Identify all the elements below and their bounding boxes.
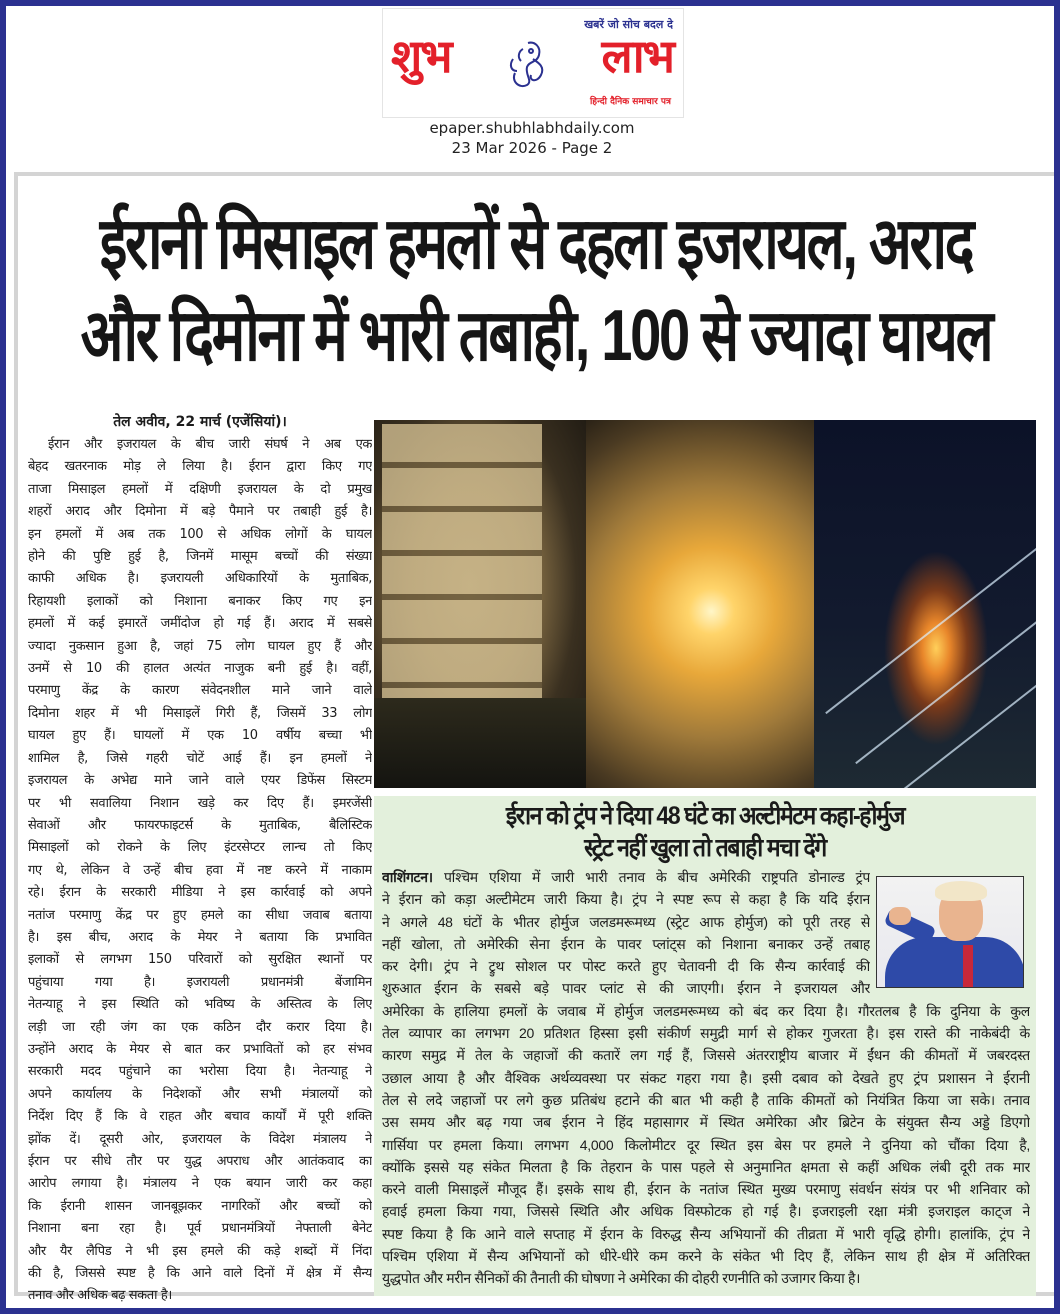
light-flare bbox=[825, 528, 1036, 714]
side-body-line: उछाल आया है और वैश्विक अर्थव्यवस्था पर संकट गहरा गया है। इसी दबाव को देखते हुए ट्रंप प्रशासन ने ईरानी bbox=[382, 1069, 1030, 1086]
body-line: ज्यादा नुकसान हुआ है, जहां 75 लोग घायल हुए हैं और bbox=[28, 638, 372, 654]
body-line: हमलों में कई इमारतें जमींदोज हो गई हैं। अराद में सबसे bbox=[28, 616, 372, 632]
light-flare bbox=[855, 578, 1036, 764]
ground-shape bbox=[374, 698, 586, 788]
body-line: मिसाइलों को रोकने के लिए इंटरसेप्टर लान्च तो किए bbox=[28, 840, 372, 856]
side-body-line: हवाई हमला किया गया, जिससे स्थिति और अधिक विस्फोटक हो गई है। इजराइली रक्षा मंत्री इजराइल काट्ज ने bbox=[382, 1203, 1030, 1220]
side-body-line: ने अगले 48 घंटों के भीतर होर्मुज जलडमरूमध्य (स्ट्रेट आफ होर्मुज) को पूरी तरह से bbox=[382, 913, 870, 930]
body-line: निशाना बना रहा है। पूर्व प्रधानमंत्रियों नेफ्ताली बेनेट bbox=[28, 1221, 372, 1237]
explosion-glow-photo[interactable] bbox=[586, 420, 814, 788]
body-line: घायल हुए हैं। घायलों में एक 10 वर्षीय बच्चा भी bbox=[28, 728, 372, 744]
body-line: दिमोना शहर में भी मिसाइलें गिरी हैं, जिसमें 33 लोग bbox=[28, 705, 372, 721]
fire-night-photo[interactable] bbox=[814, 420, 1036, 788]
body-line: कि ईरानी शासन जानबूझकर नागरिकों और बच्चों को bbox=[28, 1198, 372, 1214]
body-line: ईरान पर सीधे तौर पर युद्ध अपराध और आतंकवाद का bbox=[28, 1154, 372, 1169]
side-body-line: कारण समुद्र में तेल के जहाजों की कतारें लग गई हैं, जिससे अंतरराष्ट्रीय बाजार में ईंधन की कीमतों में जबरदस्त bbox=[382, 1047, 1030, 1064]
body-line: निर्देश दिए हैं कि वे राहत और बचाव कार्यों में पूरी शक्ति bbox=[28, 1109, 372, 1125]
side-body-line: पश्चिम एशिया में सैन्य अभियानों को धीरे-धीरे कम करने के संकेत भी दिए हैं, लेकिन साथ ही क्षेत्र में अतिरिक्त bbox=[382, 1248, 1030, 1265]
body-line: उन्होंने अराद के मेयर से बात कर प्रभावितों को हर संभव bbox=[28, 1041, 372, 1057]
ganesh-icon bbox=[505, 37, 551, 89]
body-line: रहे। ईरान के सरकारी मीडिया ने इस कार्रवाई को अपने bbox=[28, 885, 372, 901]
body-line: अपने कार्यालय के निदेशकों और सभी मंत्रालयों को bbox=[28, 1086, 372, 1102]
headline-line: ईरानी मिसाइल हमलों से दहला इजरायल, अराद bbox=[99, 204, 973, 284]
headline-line: और दिमोना में भारी तबाही, 100 से ज्यादा घायल bbox=[80, 296, 992, 376]
side-body-line: युद्धपोत और मरीन सैनिकों की तैनाती की घोषणा ने अमेरिका की दोहरी रणनीति को उजागर किया है। bbox=[382, 1270, 861, 1287]
side-body-text: पश्चिम एशिया में जारी भारी तनाव के बीच अमेरिकी राष्ट्रपति डोनाल्ड ट्रंप bbox=[432, 869, 870, 885]
side-body-line: स्पष्ट किया है कि आने वाले सप्ताह में ईरान के विरुद्ध सैन्य अभियानों की तीव्रता में भारी वृद्धि होगी। हालांकि, ट्रंप ने bbox=[382, 1225, 1030, 1242]
body-line: नतांज परमाणु केंद्र पर हुए हमले का सीधा जवाब बताया bbox=[28, 907, 372, 923]
side-body-line: उस समय और बढ़ गया जब ईरान ने हिंद महासागर में स्थित अमेरिका और ब्रिटेन के संयुक्त सैन्य अड्डे डिएगो bbox=[382, 1114, 1030, 1131]
body-line: की है, जिससे स्पष्ट है कि आने वाले दिनों में क्षेत्र में सैन्य bbox=[28, 1266, 372, 1282]
main-headline bbox=[80, 198, 992, 382]
photo-tie bbox=[963, 945, 973, 988]
article-panel bbox=[14, 172, 1054, 1304]
body-line: सरकारी मदद पहुंचाने का भरोसा दिया है। नेतन्याहू ने bbox=[28, 1064, 372, 1080]
side-dateline: वाशिंगटन। bbox=[382, 869, 433, 885]
body-line: गए थे, लेकिन वे उन्हें बीच हवा में नष्ट करने में नाकाम bbox=[28, 862, 372, 878]
body-line: होने की पुष्टि हुई है, जिनमें मासूम बच्चों की संख्या bbox=[28, 549, 372, 565]
side-story-box bbox=[374, 796, 1036, 1296]
side-headline-line: ईरान को ट्रंप ने दिया 48 घंटे का अल्टीमेटम कहा-होर्मुज bbox=[505, 802, 905, 830]
side-body-line: तेल से लदे जहाजों पर लगे कुछ प्रतिबंध हटाने की बात भी कही है ताकि कीमतों को नियंत्रित किया जा सके। तनाव bbox=[382, 1091, 1030, 1108]
side-body-line: कर देगी। ट्रंप ने ट्रुथ सोशल पर पोस्ट करते हुए चेतावनी दी कि सैन्य कार्रवाई की bbox=[382, 958, 870, 975]
masthead-logo[interactable] bbox=[382, 8, 684, 118]
body-line: ईरान और इजरायल के बीच जारी संघर्ष ने अब एक bbox=[48, 437, 372, 452]
date-page: 23 Mar 2026 - Page 2 bbox=[451, 139, 613, 157]
logo-word-shubh: शुभ bbox=[391, 29, 451, 83]
body-line: शामिल है, जिसे गहरी चोटें आई हैं। इन हमलों ने bbox=[28, 750, 372, 766]
side-body-line: क्योंकि इससे यह संकेत मिलता है कि तेहरान के पास पहले से अनुमानित क्षमता से कहीं अधिक लंबी दूरी तक मार bbox=[382, 1158, 1030, 1175]
body-line: परमाणु केंद्र के कारण संवेदनशील माने जाने वाले bbox=[28, 683, 372, 699]
main-story-body bbox=[28, 412, 372, 1308]
body-line: झोंक दें। दूसरी ओर, इजरायल के विदेश मंत्रालय ने bbox=[28, 1131, 372, 1147]
light-flare bbox=[885, 618, 1036, 788]
body-line: सेवाओं और फायरफाइटर्स के मुताबिक, बैलिस्टिक bbox=[28, 817, 372, 833]
body-line: इलाकों से लगभग 150 परिवारों को सुरक्षित स्थानों पर bbox=[28, 952, 372, 968]
photo-suit bbox=[885, 937, 1024, 988]
side-body-line: शुरुआत ईरान के सबसे बड़े पावर प्लांट से की जाएगी। ईरान ने इजरायल और bbox=[382, 980, 870, 997]
body-line: ताजा मिसाइल हमलों में दक्षिणी इजरायल के दो प्रमुख bbox=[28, 481, 372, 497]
side-body-line: ने ईरान को कड़ा अल्टीमेटम जारी किया है। ट्रंप ने स्पष्ट रूप से कहा है कि यदि ईरान bbox=[382, 891, 870, 908]
side-body-line: नहीं खोला, तो अमेरिकी सेना ईरान के पावर प्लांट्स को निशाना बनाकर उन्हें तबाह bbox=[382, 935, 870, 952]
side-body-line: तेल व्यापार का लगभग 20 प्रतिशत हिस्सा इसी संकीर्ण समुद्री मार्ग से होकर गुजरता है। इस रास्ते की नाकेबंदी के bbox=[382, 1025, 1030, 1042]
side-headline-line: स्ट्रेट नहीं खुला तो तबाही मचा देंगे bbox=[584, 834, 826, 862]
body-line: नेतन्याहू ने इस स्थिति को भविष्य के अस्तित्व के लिए bbox=[28, 997, 372, 1013]
logo-word-labh: लाभ bbox=[601, 29, 673, 83]
epaper-page bbox=[6, 6, 1054, 1308]
body-line: तनाव और अधिक बढ़ सकता है। bbox=[28, 1288, 172, 1304]
side-body-line: गार्सिया पर हमला किया। लगभग 4,000 किलोमीटर दूर स्थित इस बेस पर हमले ने दुनिया को चौंका दिया है, bbox=[382, 1136, 1030, 1153]
body-line: है। इस बीच, अराद के मेयर ने बताया कि प्रभावित bbox=[28, 929, 372, 945]
body-line: आरोप लगाया है। मंत्रालय ने एक बयान जारी कर कहा bbox=[28, 1176, 372, 1192]
body-line: शहरों अराद और दिमोना में बड़े पैमाने पर तबाही हुई है। bbox=[28, 504, 372, 520]
side-body-line bbox=[382, 866, 870, 888]
body-line: उनमें से 10 की हालत अत्यंत नाजुक बनी हुई है। वहीं, bbox=[28, 661, 372, 677]
side-headline bbox=[400, 800, 1009, 864]
body-line: रिहायशी इलाकों को निशाना बनाकर किए गए इन bbox=[28, 593, 372, 609]
photo-hand bbox=[889, 907, 911, 925]
dateline: तेल अवीव, 22 मार्च (एजेंसियां)। bbox=[113, 414, 287, 430]
photo-collage bbox=[374, 420, 1036, 788]
building-shape bbox=[382, 424, 542, 714]
photo-hair bbox=[935, 881, 987, 901]
body-line: लड़ी जा रही जंग का एक कठिन दौर करार दिया है। bbox=[28, 1019, 372, 1035]
body-line: पर भी सवालिया निशान खड़े कर दिए हैं। इमरजेंसी bbox=[28, 795, 372, 811]
trump-pointing-photo[interactable] bbox=[876, 876, 1024, 988]
site-url[interactable]: epaper.shubhlabhdaily.com bbox=[429, 119, 635, 137]
body-line: और यैर लैपिड ने भी इस हमले की कड़े शब्दों में निंदा bbox=[28, 1243, 372, 1259]
edition-info bbox=[382, 118, 682, 158]
masthead-tagline: खबरें जो सोच बदल दे bbox=[584, 18, 673, 31]
body-line: काफी अधिक है। इजरायली अधिकारियों के मुताबिक, bbox=[28, 571, 372, 587]
side-body-line: अमेरिका के हालिया हमलों के जवाब में होर्मुज जलडमरूमध्य को बंद कर दिया है। गौरतलब है कि दुनिया के कुल bbox=[382, 1002, 1030, 1019]
side-body-line: करने वाली मिसाइलें मौजूद हैं। इसके साथ ही, ईरान के नतांज स्थित मुख्य परमाणु संवर्धन संयंत्र पर भी शनिवार को bbox=[382, 1181, 1030, 1198]
body-line: इजरायल के अभेद्य माने जाने वाले एयर डिफेंस सिस्टम bbox=[28, 773, 372, 789]
body-line: बेहद खतरनाक मोड़ ले लिया है। ईरान द्वारा किए गए bbox=[28, 459, 372, 475]
damaged-building-photo[interactable] bbox=[374, 420, 586, 788]
masthead-subtag: हिन्दी दैनिक समाचार पत्र bbox=[589, 97, 671, 107]
body-line: इन हमलों में अब तक 100 से अधिक लोगों के घायल bbox=[28, 526, 372, 542]
body-line: पहुंचाया गया है। इजरायली प्रधानमंत्री बेंजामिन bbox=[28, 974, 372, 990]
